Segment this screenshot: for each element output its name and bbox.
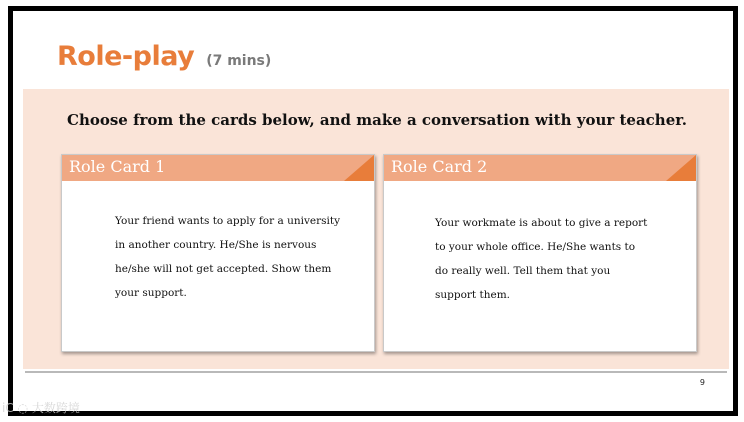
role-card-1-line: your support. <box>115 287 187 299</box>
role-card-1-line: Your friend wants to apply for a university <box>115 215 341 227</box>
role-card-1-line: in another country. He/She is nervous <box>115 239 317 251</box>
content-band <box>23 89 729 369</box>
role-card-1 <box>61 154 375 352</box>
role-card-1-line: he/she will not get accepted. Show them <box>115 263 332 275</box>
corner-triangle-icon <box>666 155 696 181</box>
role-card-1-header <box>62 155 374 181</box>
slide-duration: (7 mins) <box>206 53 272 69</box>
role-card-2 <box>383 154 697 352</box>
slide-frame <box>8 6 738 416</box>
role-card-2-line: to your whole office. He/She wants to <box>435 241 636 253</box>
role-card-2-header <box>384 155 696 181</box>
instruction-text: Choose from the cards below, and make a conversation with your teacher. <box>67 111 687 129</box>
role-card-1-body <box>115 209 345 305</box>
role-card-2-line: do really well. Tell them that you <box>435 265 611 277</box>
role-card-2-body <box>435 211 665 307</box>
slide-header <box>57 41 271 72</box>
role-card-2-line: Your workmate is about to give a report <box>435 217 648 229</box>
slide-title: Role-play <box>57 41 195 72</box>
page-number: 9 <box>699 378 705 387</box>
footer-divider <box>25 371 727 373</box>
role-card-1-title: Role Card 1 <box>69 157 166 176</box>
role-card-2-title: Role Card 2 <box>391 157 488 176</box>
watermark-text: iC ◌ 大数跨境 <box>2 401 80 415</box>
corner-triangle-icon <box>344 155 374 181</box>
role-card-2-line: support them. <box>435 289 510 301</box>
